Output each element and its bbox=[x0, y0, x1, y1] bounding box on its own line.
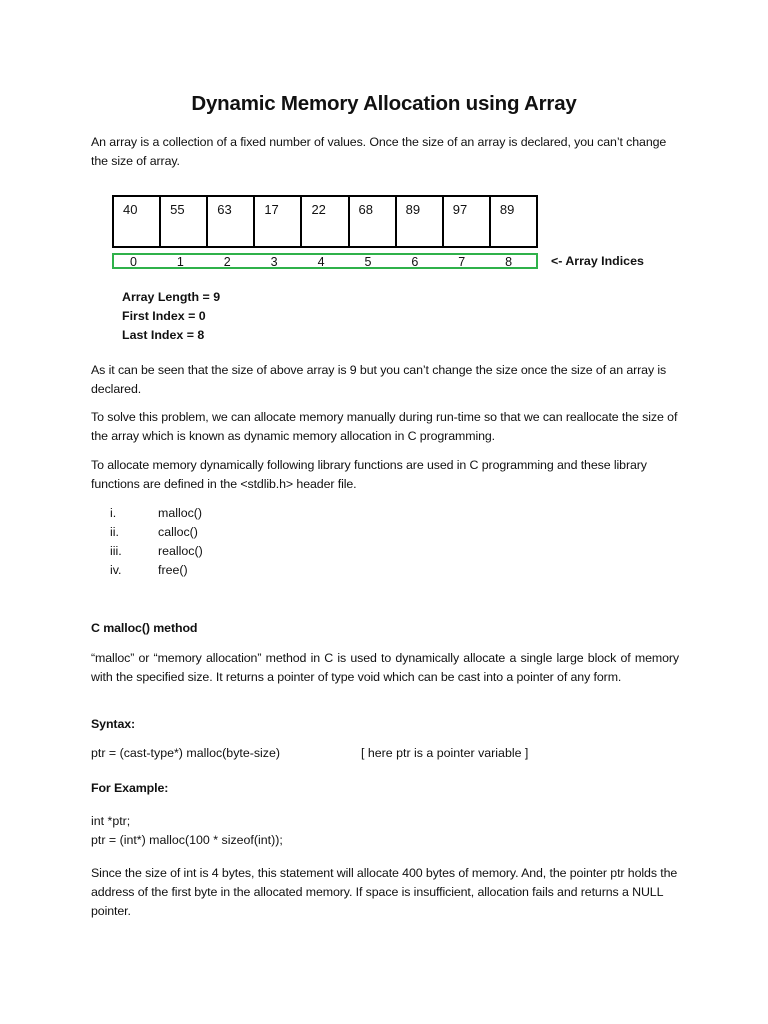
array-cell: 17 bbox=[255, 197, 302, 246]
array-index: 3 bbox=[270, 255, 278, 269]
code-line: int *ptr; bbox=[91, 814, 131, 828]
malloc-description: “malloc” or “memory allocation” method in C is used to dynamically allocate a single large block of memory with the specified size. It returns a pointer of type void which can be cast into a pointer of any form. bbox=[91, 651, 679, 684]
page-title: Dynamic Memory Allocation using Array bbox=[191, 92, 577, 115]
paragraph-library-functions: To allocate memory dynamically following library functions are used in C programming and these library functions are defined in the <stdlib.h> header file. bbox=[91, 458, 647, 491]
example-heading: For Example: bbox=[91, 781, 169, 795]
last-index-label: Last Index = 8 bbox=[122, 328, 205, 342]
array-index: 8 bbox=[505, 255, 513, 269]
array-index: 5 bbox=[364, 255, 372, 269]
conclusion-paragraph: Since the size of int is 4 bytes, this statement will allocate 400 bytes of memory. And, the pointer ptr holds the address of the first byte in the allocated memory. If space is insufficient, allocation fails and returns a NULL pointer. bbox=[91, 866, 678, 918]
malloc-heading: C malloc() method bbox=[91, 621, 198, 635]
function-name: calloc() bbox=[158, 525, 198, 539]
list-number: ii. bbox=[110, 525, 119, 539]
array-cell: 63 bbox=[208, 197, 255, 246]
syntax-heading: Syntax: bbox=[91, 717, 136, 731]
syntax-code: ptr = (cast-type*) malloc(byte-size) bbox=[91, 746, 281, 760]
array-cell: 68 bbox=[350, 197, 397, 246]
function-list bbox=[110, 504, 203, 580]
list-number: iv. bbox=[110, 563, 122, 577]
array-index: 4 bbox=[317, 255, 325, 269]
array-cell: 97 bbox=[444, 197, 491, 246]
function-name: realloc() bbox=[158, 544, 203, 558]
example-code bbox=[91, 812, 283, 850]
list-item bbox=[110, 504, 203, 523]
intro-paragraph: An array is a collection of a fixed number of values. Once the size of an array is declared, you can’t change the size of array. bbox=[91, 135, 667, 168]
array-index: 6 bbox=[411, 255, 419, 269]
first-index-label: First Index = 0 bbox=[122, 309, 206, 323]
function-name: free() bbox=[158, 563, 188, 577]
array-cell: 89 bbox=[499, 202, 515, 217]
list-item bbox=[110, 523, 203, 542]
array-length-label: Array Length = 9 bbox=[122, 290, 221, 304]
array-cell: 22 bbox=[302, 197, 349, 246]
array-cell: 89 bbox=[397, 197, 444, 246]
array-cell: 40 bbox=[114, 197, 161, 246]
function-name: malloc() bbox=[158, 506, 203, 520]
array-indices-label: <- Array Indices bbox=[551, 254, 644, 268]
array-cell: 55 bbox=[161, 197, 208, 246]
list-item bbox=[110, 542, 203, 561]
list-number: i. bbox=[110, 506, 117, 520]
paragraph-solution: To solve this problem, we can allocate memory manually during run-time so that we can reallocate the size of the array which is known as dynamic memory allocation in C programming. bbox=[91, 410, 678, 443]
array-index-row bbox=[112, 253, 538, 269]
syntax-line bbox=[91, 744, 679, 763]
list-number: iii. bbox=[110, 544, 122, 558]
array-index: 7 bbox=[458, 255, 466, 269]
array-meta bbox=[122, 288, 220, 345]
array-diagram bbox=[112, 195, 538, 248]
paragraph-size-fixed: As it can be seen that the size of above array is 9 but you can’t change the size once the size of an array is declared. bbox=[91, 363, 667, 396]
array-index: 2 bbox=[223, 255, 231, 269]
syntax-comment: [ here ptr is a pointer variable ] bbox=[361, 746, 529, 760]
array-index: 0 bbox=[130, 255, 137, 269]
code-line: ptr = (int*) malloc(100 * sizeof(int)); bbox=[91, 833, 283, 847]
list-item bbox=[110, 561, 203, 580]
array-index: 1 bbox=[176, 255, 184, 269]
